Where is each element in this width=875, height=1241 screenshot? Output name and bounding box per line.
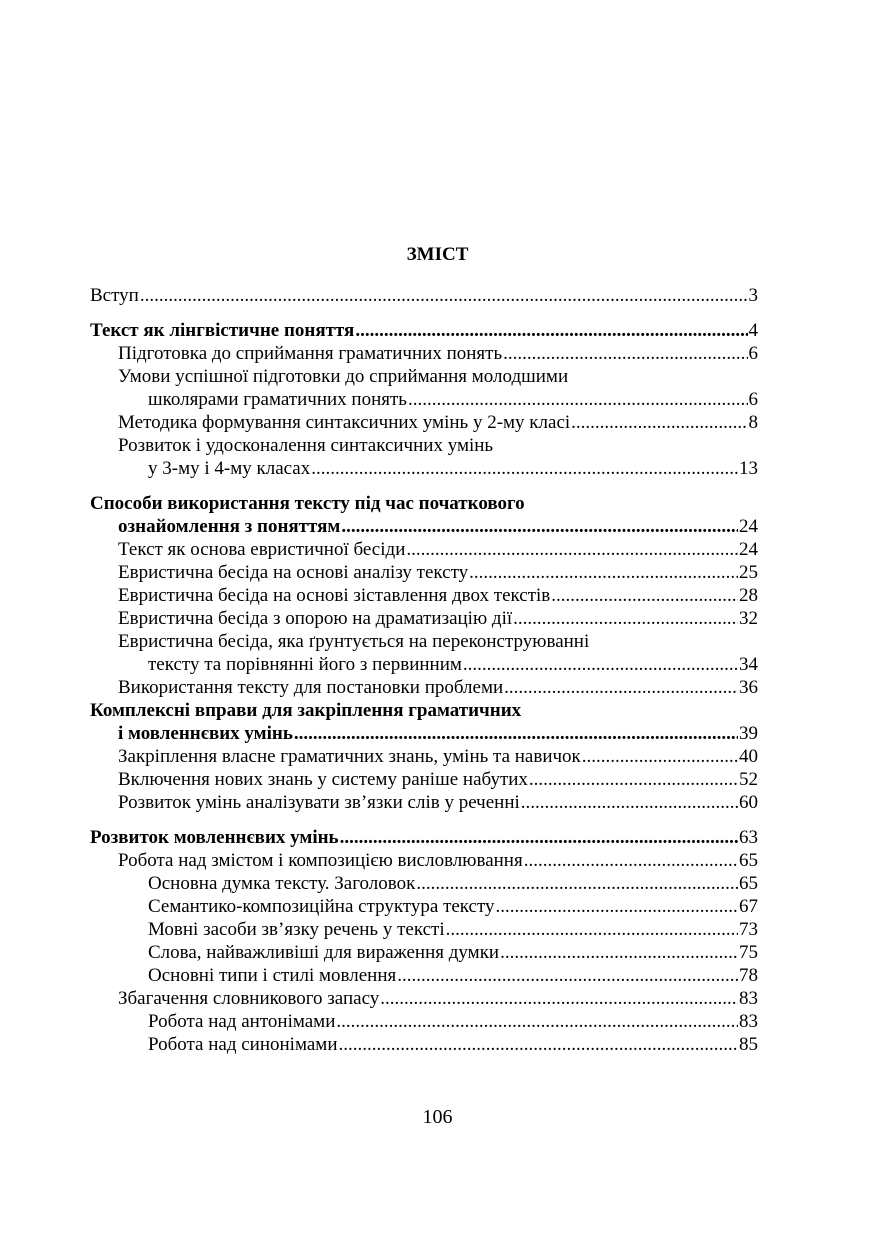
dot-leader xyxy=(500,941,738,964)
toc-entry-line xyxy=(90,561,758,584)
toc-entry-line xyxy=(90,388,758,411)
toc-entry xyxy=(90,365,758,411)
toc-entry-line xyxy=(90,584,758,607)
toc-entry-title: Мовні засоби зв’язку речень у тексті xyxy=(148,919,445,940)
toc-entry-page: 28 xyxy=(739,585,758,606)
toc-entry-line xyxy=(90,1010,758,1033)
dot-leader xyxy=(469,561,738,584)
toc-entry-page: 8 xyxy=(748,412,758,433)
toc-entry-line xyxy=(90,284,758,307)
toc-entry-title: і мовленнєвих умінь xyxy=(118,723,293,744)
dot-leader xyxy=(408,388,748,411)
dot-leader xyxy=(338,1033,738,1056)
toc-entry-page: 3 xyxy=(748,285,758,306)
toc-entry-line xyxy=(90,538,758,561)
toc-entry-title: тексту та порівнянні його з первинним xyxy=(148,654,462,675)
toc-entry-line xyxy=(90,987,758,1010)
toc-entry-line xyxy=(90,791,758,814)
toc-entry-title: Основні типи і стилі мовлення xyxy=(148,965,397,986)
toc-entry-page: 34 xyxy=(739,654,758,675)
toc-entry-line xyxy=(90,607,758,630)
dot-leader xyxy=(406,538,738,561)
toc-entry xyxy=(90,768,758,791)
toc-entry-title: Методика формування синтаксичних умінь у 2-му класі xyxy=(118,412,571,433)
toc-entry-line xyxy=(90,411,758,434)
toc-entry xyxy=(90,791,758,814)
toc-entry-line xyxy=(90,918,758,941)
dot-leader xyxy=(355,319,747,342)
dot-leader xyxy=(140,284,748,307)
toc-entry-title: Робота над антонімами xyxy=(148,1011,336,1032)
toc-entry-line xyxy=(90,722,758,745)
toc-entry xyxy=(90,561,758,584)
toc-entry-page: 24 xyxy=(739,516,758,537)
toc-entry xyxy=(90,1010,758,1033)
toc-entry-title: школярами граматичних понять xyxy=(148,389,407,410)
dot-leader xyxy=(416,872,738,895)
toc-entry-title-first-line: Розвиток і удосконалення синтаксичних умінь xyxy=(118,435,494,456)
dot-leader xyxy=(571,411,747,434)
section-gap xyxy=(90,814,758,826)
toc-entry xyxy=(90,319,758,342)
toc-entry-line xyxy=(90,457,758,480)
toc-entry-line xyxy=(90,745,758,768)
table-of-contents xyxy=(90,284,758,1056)
toc-entry-page: 63 xyxy=(739,827,758,848)
toc-entry xyxy=(90,630,758,676)
toc-entry-page: 73 xyxy=(739,919,758,940)
dot-leader xyxy=(551,584,738,607)
toc-heading: ЗМІСТ xyxy=(406,244,469,265)
toc-entry-title: Вступ xyxy=(90,285,139,306)
toc-entry-page: 13 xyxy=(739,458,758,479)
dot-leader xyxy=(582,745,738,768)
toc-entry-page: 52 xyxy=(739,769,758,790)
dot-leader xyxy=(341,515,738,538)
toc-entry xyxy=(90,411,758,434)
toc-entry-line xyxy=(90,964,758,987)
dot-leader xyxy=(496,895,738,918)
toc-entry-page: 83 xyxy=(739,1011,758,1032)
toc-entry xyxy=(90,434,758,480)
toc-entry-title-first-line: Способи використання тексту під час початкового xyxy=(90,493,525,514)
toc-entry-title: ознайомлення з поняттям xyxy=(118,516,341,537)
toc-entry-title: Текст як основа евристичної бесіди xyxy=(118,539,406,560)
toc-entry xyxy=(90,872,758,895)
toc-entry-title: Закріплення власне граматичних знань, умінь та навичок xyxy=(118,746,581,767)
toc-entry-title: Евристична бесіда на основі аналізу тексту xyxy=(118,562,469,583)
toc-entry-title: Евристична бесіда з опорою на драматизацію дії xyxy=(118,608,513,629)
toc-entry xyxy=(90,699,758,745)
toc-entry xyxy=(90,964,758,987)
toc-entry-page: 65 xyxy=(739,873,758,894)
dot-leader xyxy=(504,676,738,699)
toc-entry xyxy=(90,895,758,918)
toc-entry xyxy=(90,342,758,365)
dot-leader xyxy=(529,768,738,791)
toc-entry-page: 6 xyxy=(748,343,758,364)
toc-entry-line xyxy=(90,941,758,964)
toc-entry-page: 4 xyxy=(748,320,758,341)
toc-entry-title: Підготовка до сприймання граматичних понять xyxy=(118,343,503,364)
toc-entry-page: 83 xyxy=(739,988,758,1009)
toc-entry-page: 25 xyxy=(739,562,758,583)
toc-entry-title: Семантико-композиційна структура тексту xyxy=(148,896,495,917)
toc-entry-title-first-line: Умови успішної підготовки до сприймання молодшими xyxy=(118,366,569,387)
toc-entry-title: Текст як лінгвістичне поняття xyxy=(90,320,355,341)
section-gap xyxy=(90,480,758,492)
toc-entry xyxy=(90,918,758,941)
toc-entry-page: 67 xyxy=(739,896,758,917)
section-gap xyxy=(90,307,758,319)
toc-entry-page: 6 xyxy=(748,389,758,410)
toc-entry xyxy=(90,284,758,307)
toc-entry-page: 24 xyxy=(739,539,758,560)
toc-entry-page: 78 xyxy=(739,965,758,986)
toc-entry-page: 40 xyxy=(739,746,758,767)
toc-entry-title: Збагачення словникового запасу xyxy=(118,988,380,1009)
toc-entry-line xyxy=(90,1033,758,1056)
toc-entry-title: Розвиток умінь аналізувати зв’язки слів у реченні xyxy=(118,792,520,813)
dot-leader xyxy=(294,722,738,745)
toc-entry xyxy=(90,538,758,561)
toc-entry-line xyxy=(90,849,758,872)
toc-entry-line xyxy=(90,895,758,918)
toc-entry xyxy=(90,849,758,872)
toc-entry-title-first-line: Комплексні вправи для закріплення граматичних xyxy=(90,700,522,721)
toc-entry xyxy=(90,826,758,849)
dot-leader xyxy=(524,849,738,872)
toc-entry-page: 85 xyxy=(739,1034,758,1055)
toc-entry xyxy=(90,492,758,538)
toc-entry-title: у 3-му і 4-му класах xyxy=(148,458,311,479)
toc-entry-title: Евристична бесіда на основі зіставлення двох текстів xyxy=(118,585,551,606)
toc-entry-line xyxy=(90,768,758,791)
dot-leader xyxy=(513,607,738,630)
toc-entry-title: Слова, найважливіші для вираження думки xyxy=(148,942,500,963)
toc-entry xyxy=(90,987,758,1010)
toc-entry-page: 32 xyxy=(739,608,758,629)
page-number: 106 xyxy=(422,1106,453,1128)
dot-leader xyxy=(446,918,738,941)
dot-leader xyxy=(380,987,738,1010)
toc-entry-page: 75 xyxy=(739,942,758,963)
toc-entry xyxy=(90,607,758,630)
toc-entry-page: 39 xyxy=(739,723,758,744)
dot-leader xyxy=(397,964,738,987)
toc-entry xyxy=(90,941,758,964)
toc-entry-line xyxy=(90,515,758,538)
toc-entry-line xyxy=(90,872,758,895)
toc-entry-title: Робота над синонімами xyxy=(148,1034,338,1055)
dot-leader xyxy=(311,457,738,480)
toc-entry-title: Розвиток мовленнєвих умінь xyxy=(90,827,339,848)
dot-leader xyxy=(503,342,747,365)
toc-entry xyxy=(90,1033,758,1056)
toc-entry-page: 65 xyxy=(739,850,758,871)
toc-entry xyxy=(90,745,758,768)
toc-entry-page: 36 xyxy=(739,677,758,698)
dot-leader xyxy=(340,826,738,849)
toc-entry-line xyxy=(90,826,758,849)
toc-entry-title: Використання тексту для постановки проблеми xyxy=(118,677,504,698)
toc-entry-line xyxy=(90,676,758,699)
dot-leader xyxy=(336,1010,738,1033)
toc-entry-line xyxy=(90,319,758,342)
toc-entry xyxy=(90,584,758,607)
dot-leader xyxy=(463,653,738,676)
toc-entry-title-first-line: Евристична бесіда, яка ґрунтується на переконструюванні xyxy=(118,631,590,652)
toc-entry-line xyxy=(90,653,758,676)
toc-entry-page: 60 xyxy=(739,792,758,813)
toc-entry-title: Основна думка тексту. Заголовок xyxy=(148,873,416,894)
toc-entry xyxy=(90,676,758,699)
toc-entry-line xyxy=(90,342,758,365)
toc-entry-title: Включення нових знань у систему раніше набутих xyxy=(118,769,528,790)
dot-leader xyxy=(521,791,738,814)
toc-entry-title: Робота над змістом і композицією висловлювання xyxy=(118,850,523,871)
